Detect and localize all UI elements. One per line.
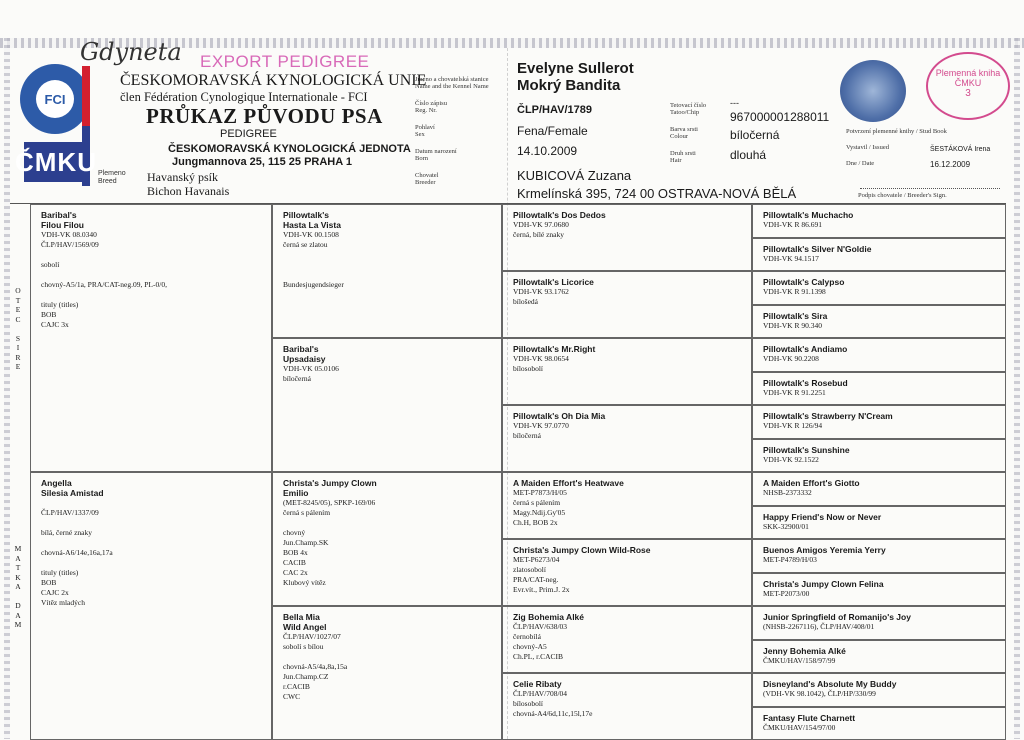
- dog-name: Junior Springfield of Romanijo's Joy: [763, 612, 1001, 622]
- fci-logo-text: FCI: [36, 80, 74, 118]
- dog-name: Pillowtalk's Silver N'Goldie: [763, 244, 1001, 254]
- dog-details: ČLP/HAV/708/04 bílosobolí chovná-A4/6d,11c,15l,17e: [513, 689, 747, 719]
- dog-name: Bella Mia Wild Angel: [283, 612, 497, 632]
- decorative-border-right: [1014, 38, 1020, 739]
- great-great-grandparent-cell: [752, 405, 1006, 439]
- dog-details: VDH-VK R 126/94: [763, 421, 1001, 431]
- dog-details: VDH-VK 94.1517: [763, 254, 1001, 264]
- stud-book-label: Potvrzení plemenné knihy / Stud Book: [846, 128, 947, 135]
- great-great-grandparent-cell: [752, 472, 1006, 506]
- breed-label: Plemeno Breed: [98, 170, 126, 186]
- dog-name: Zig Bohemia Alké: [513, 612, 747, 622]
- granddam-cell: [272, 606, 502, 740]
- great-grandparent-cell: [502, 472, 752, 539]
- hair-value: dlouhá: [730, 148, 766, 162]
- dog-name: Jenny Bohemia Alké: [763, 646, 1001, 656]
- dog-details: ČMKU/HAV/158/97/99: [763, 656, 1001, 666]
- dog-details: VDH-VK 93.1762 bílošedá: [513, 287, 747, 307]
- colour-value: bíločerná: [730, 128, 779, 142]
- chip-value: 967000001288011: [730, 110, 829, 124]
- breeder-sign-label: Podpis chovatele / Breeder's Sign.: [858, 192, 947, 199]
- colour-label: Barva srsti Colour: [670, 126, 698, 140]
- dog-details: SKK-32900/01: [763, 522, 1001, 532]
- great-great-grandparent-cell: [752, 506, 1006, 540]
- dog-name: Pillowtalk's Hasta La Vista: [283, 210, 497, 230]
- dog-name: Pillowtalk's Strawberry N'Cream: [763, 411, 1001, 421]
- great-great-grandparent-cell: [752, 439, 1006, 473]
- issued-value: ŠESTÁKOVÁ Irena: [930, 146, 990, 153]
- dog-details: (NHSB-2267116), ČLP/HAV/408/01: [763, 622, 1001, 632]
- great-grandparent-cell: [502, 338, 752, 405]
- great-grandparent-cell: [502, 204, 752, 271]
- dog-details: ČMKU/HAV/154/97/00: [763, 723, 1001, 733]
- breeder-label: Chovatel Breeder: [415, 172, 438, 186]
- great-great-grandparent-cell: [752, 539, 1006, 573]
- signature-line: [860, 188, 1000, 189]
- dog-name: Pillowtalk's Sunshine: [763, 445, 1001, 455]
- dog-details: VDH-VK R 91.2251: [763, 388, 1001, 398]
- granddam-cell: [272, 338, 502, 472]
- dog-name: Celie Ribaty: [513, 679, 747, 689]
- great-great-grandparent-cell: [752, 673, 1006, 707]
- dog-name: Baribal's Filou Filou: [41, 210, 267, 230]
- great-great-grandparent-cell: [752, 271, 1006, 305]
- dog-details: MET-P2073/00: [763, 589, 1001, 599]
- pedigree-table: [10, 203, 1006, 740]
- grandsire-cell: [272, 204, 502, 338]
- sex-value: Fena/Female: [517, 124, 588, 138]
- dog-name: Pillowtalk's Andiamo: [763, 344, 1001, 354]
- dog-details: MET-P7873/H/05 černá s pálením Magy.Ndij.Gy'05 Ch.H, BOB 2x: [513, 488, 747, 528]
- dog-name: Christa's Jumpy Clown Emilio: [283, 478, 497, 498]
- dog-details: VDH-VK 05.0106 bíločerná: [283, 364, 497, 384]
- dog-details: VDH-VK 97.0770 bíločerná: [513, 421, 747, 441]
- great-grandparent-cell: [502, 271, 752, 338]
- date-label: Dne / Date: [846, 160, 874, 167]
- stud-book-stamp: Plemenná kniha ČMKU 3: [926, 52, 1010, 120]
- dog-name: Happy Friend's Now or Never: [763, 512, 1001, 522]
- dog-name: Pillowtalk's Mr.Right: [513, 344, 747, 354]
- dog-details: VDH-VK 98.0654 bílosobolí: [513, 354, 747, 374]
- great-great-grandparent-cell: [752, 606, 1006, 640]
- dog-name: Pillowtalk's Oh Dia Mia: [513, 411, 747, 421]
- fci-member-line: člen Fédération Cynologique Internationale - FCI: [120, 90, 368, 105]
- org2-name: ČESKOMORAVSKÁ KYNOLOGICKÁ JEDNOTA: [168, 143, 411, 155]
- dog-name: Pillowtalk's Calypso: [763, 277, 1001, 287]
- dog-name: Fantasy Flute Charnett: [763, 713, 1001, 723]
- dog-details: ČLP/HAV/1027/07 sobolí s bílou chovná-A5/4a,8a,15a Jun.Champ.CZ r.CACIB CWC: [283, 632, 497, 702]
- dog-name: Angella Silesia Amistad: [41, 478, 267, 498]
- dog-name: Disneyland's Absolute My Buddy: [763, 679, 1001, 689]
- handwritten-signature: Gdyneta: [80, 38, 182, 66]
- great-grandparent-cell: [502, 673, 752, 740]
- great-great-grandparent-cell: [752, 707, 1006, 740]
- great-great-grandparent-cell: [752, 305, 1006, 339]
- dam-side-label: M A T K A D A M: [13, 544, 23, 630]
- great-great-grandparent-cell: [752, 573, 1006, 607]
- great-great-grandparent-cell: [752, 372, 1006, 406]
- document-subtitle: PEDIGREE: [220, 128, 277, 140]
- dog-details: (VDH-VK 98.1042), ČLP/HP/330/99: [763, 689, 1001, 699]
- export-label: EXPORT PEDIGREE: [200, 52, 369, 72]
- great-great-grandparent-cell: [752, 640, 1006, 674]
- dog-details: MET-P4789/H/03: [763, 555, 1001, 565]
- dog-details: VDH-VK 92.1522: [763, 455, 1001, 465]
- breed-value: Havanský psík Bichon Havanais: [147, 170, 229, 198]
- born-value: 14.10.2009: [517, 144, 577, 158]
- dog-name: Christa's Jumpy Clown Wild-Rose: [513, 545, 747, 555]
- sex-label: Pohlaví Sex: [415, 124, 435, 138]
- dog-details: VDH-VK 90.2208: [763, 354, 1001, 364]
- dog-details: (MET-8245/05), SPKP-169/06 černá s pálením chovný Jun.Champ.SK BOB 4x CACIB CAC 2x Klubový vítěz: [283, 498, 497, 588]
- dog-name: Pillowtalk's Licorice: [513, 277, 747, 287]
- kennel-label: Jméno a chovatelská stanice Name and the Kennel Name: [415, 76, 489, 90]
- dog-details: VDH-VK R 91.1398: [763, 287, 1001, 297]
- reg-number: ČLP/HAV/1789: [517, 104, 592, 116]
- dog-details: VDH-VK 08.0340 ČLP/HAV/1569/09 sobolí chovný-A5/1a, PRA/CAT-neg.09, PL-0/0, tituly (titles) BOB CAJC 3x: [41, 230, 267, 330]
- dog-name: Pillowtalk's Rosebud: [763, 378, 1001, 388]
- dog-details: VDH-VK 97.0680 černá, bílé znaky: [513, 220, 747, 240]
- hair-label: Druh srsti Hair: [670, 150, 696, 164]
- dog-details: MET-P6273/04 zlatosobolí PRA/CAT-neg. Evr.vít., Prim.J. 2x: [513, 555, 747, 595]
- great-great-grandparent-cell: [752, 238, 1006, 272]
- issued-label: Vystavil / Issued: [846, 144, 889, 151]
- dog-details: ČLP/HAV/1337/09 bílá, černé znaky chovná-A6/14e,16a,17a tituly (titles) BOB CAJC 2x Vítěz mladých: [41, 498, 267, 608]
- dog-name: Pillowtalk's Dos Dedos: [513, 210, 747, 220]
- dog-name: Christa's Jumpy Clown Felina: [763, 579, 1001, 589]
- born-label: Datum narození Born: [415, 148, 457, 162]
- sire-cell: [30, 204, 272, 472]
- sire-side-label: O T E C S I R E: [13, 286, 23, 372]
- tattoo-label: Tetovací číslo Tatoo/Chip: [670, 102, 706, 116]
- dog-details: NHSB-2373332: [763, 488, 1001, 498]
- dog-name: A Maiden Effort's Giotto: [763, 478, 1001, 488]
- great-great-grandparent-cell: [752, 338, 1006, 372]
- date-value: 16.12.2009: [930, 160, 970, 169]
- fci-logo: [20, 64, 90, 134]
- tattoo-value: ---: [730, 98, 739, 108]
- great-grandparent-cell: [502, 405, 752, 472]
- dam-cell: [30, 472, 272, 740]
- dog-details: ČLP/HAV/638/03 černobílá chovný-A5 Ch.PL, r.CACIB: [513, 622, 747, 662]
- grandsire-cell: [272, 472, 502, 606]
- dog-details: VDH-VK 00.1508 černá se zlatou Bundesjugendsieger: [283, 230, 497, 290]
- dog-name: Pillowtalk's Sira: [763, 311, 1001, 321]
- great-grandparent-cell: [502, 539, 752, 606]
- breeder-address: Krmelínská 395, 724 00 OSTRAVA-NOVÁ BĚLÁ: [517, 186, 796, 201]
- cmku-logo: ČMKU: [24, 142, 88, 182]
- org2-address: Jungmannova 25, 115 25 PRAHA 1: [172, 156, 352, 168]
- reg-label: Číslo zápisu Reg. Nr.: [415, 100, 447, 114]
- org-name: ČESKOMORAVSKÁ KYNOLOGICKÁ UNIE: [120, 72, 426, 90]
- owner-and-name: [517, 60, 634, 94]
- breeder-name: KUBICOVÁ Zuzana: [517, 168, 631, 183]
- dog-name: Mokrý Bandita: [517, 77, 634, 94]
- hologram-seal: [840, 60, 906, 122]
- dog-name: Pillowtalk's Muchacho: [763, 210, 1001, 220]
- great-grandparent-cell: [502, 606, 752, 673]
- dog-details: VDH-VK R 86.691: [763, 220, 1001, 230]
- document-title: PRŮKAZ PŮVODU PSA: [146, 104, 383, 129]
- great-great-grandparent-cell: [752, 204, 1006, 238]
- owner-name: Evelyne Sullerot: [517, 60, 634, 77]
- dog-name: Buenos Amigos Yeremia Yerry: [763, 545, 1001, 555]
- dog-name: A Maiden Effort's Heatwave: [513, 478, 747, 488]
- dog-name: Baribal's Upsadaisy: [283, 344, 497, 364]
- dog-details: VDH-VK R 90.340: [763, 321, 1001, 331]
